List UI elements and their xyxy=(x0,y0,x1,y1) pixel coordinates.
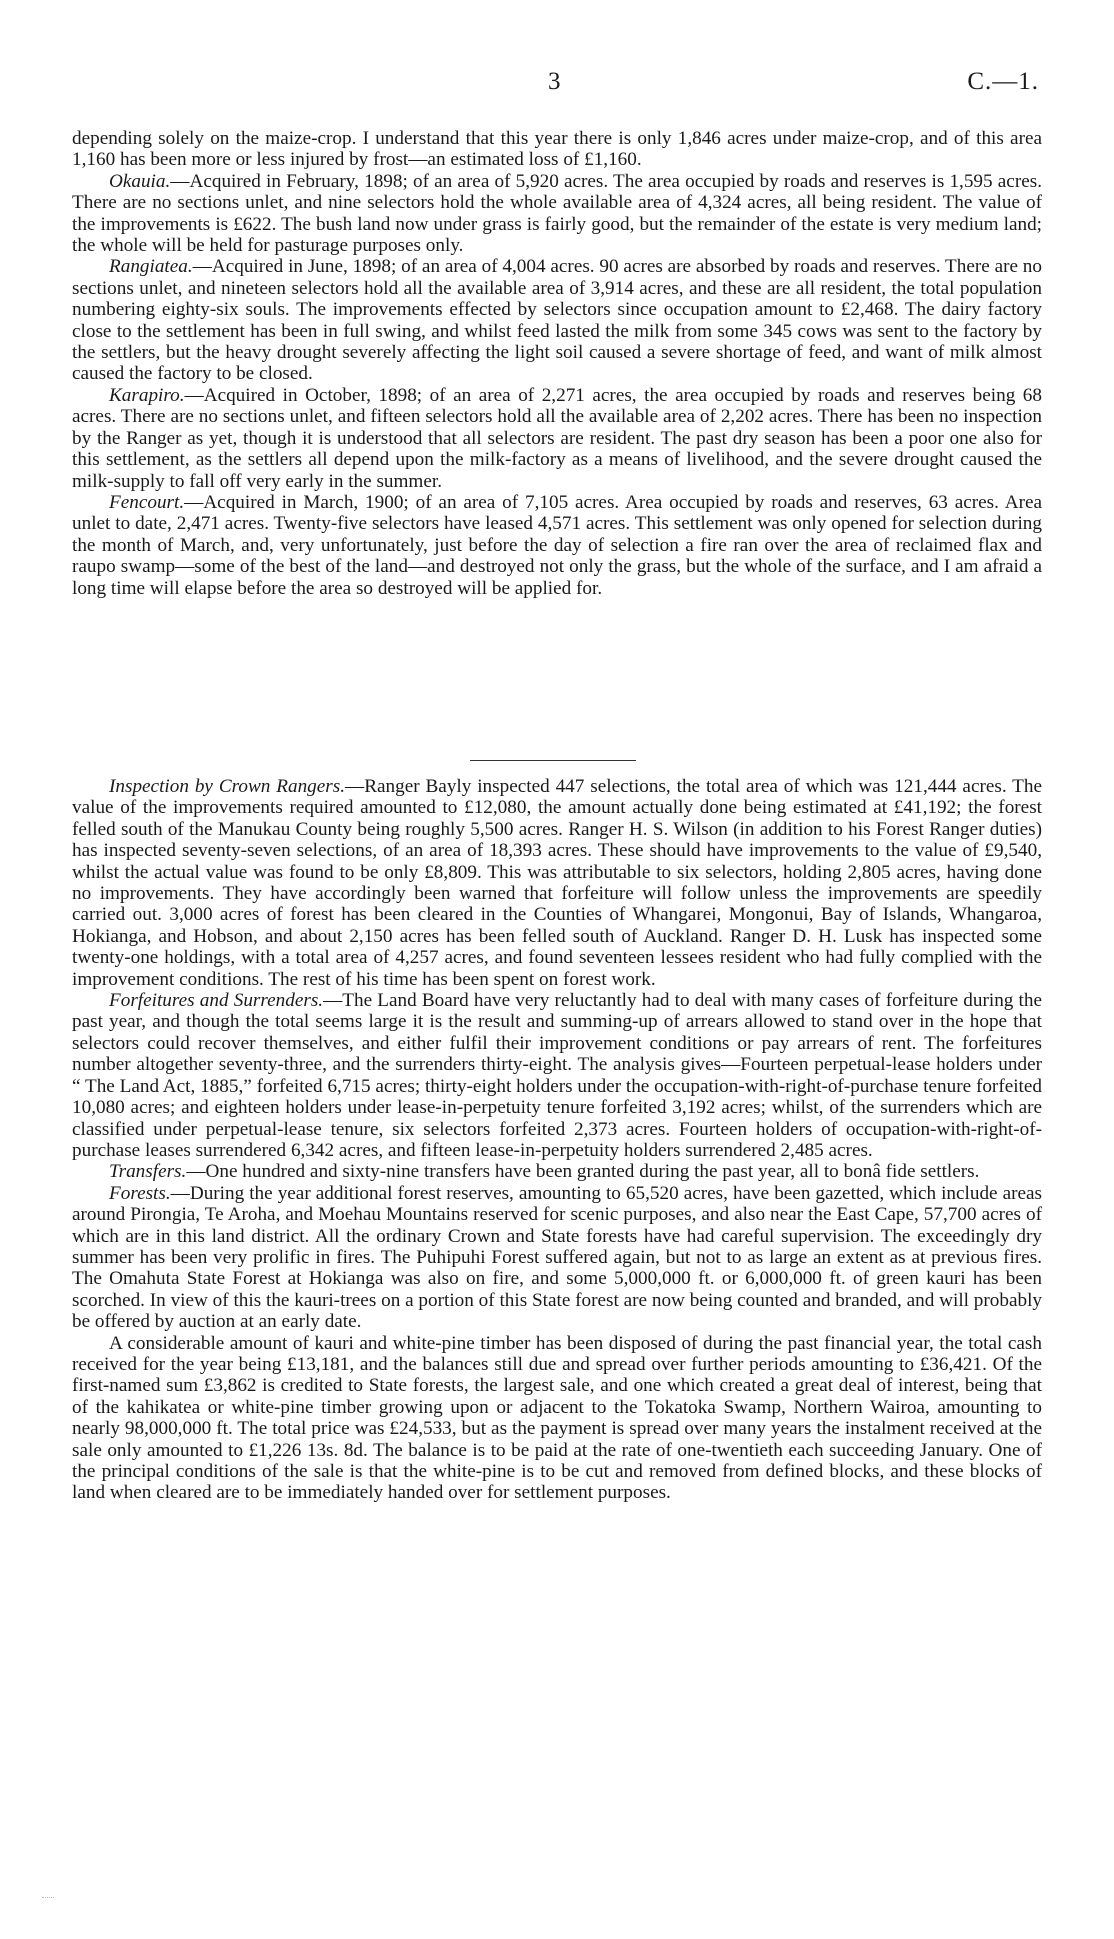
paragraph-heading: Transfers. xyxy=(109,1161,187,1183)
paragraph-text: A considerable amount of kauri and white-pine timber has been disposed of during the past financial year, the total cash received for the year being £13,181, and the balances still due and spread over further periods amounting to £36,421. Of the first-named sum £3,862 is credited to State forests, the largest sale, and one which created a great deal of interest, being that of the kahikatea or white-pine timber growing upon or adjacent to the Tokatoka Swamp, Northern Wairoa, amounting to nearly 98,000,000 ft. The total price was £24,533, but as the payment is spread over many years the instalment received at the sale only amounted to £1,226 13s. 8d. The balance is to be paid at the rate of one-twentieth each succeeding January. One of the principal conditions of the sale is that the white-pine is to be cut and removed from defined blocks, and these blocks of land when cleared are to be immediately handed over for settlement purposes. xyxy=(72,1332,1042,1504)
paragraph-rangiatea xyxy=(72,256,1042,384)
document-reference: C.—1. xyxy=(967,68,1039,95)
paragraph-text: —One hundred and sixty-nine transfers have been granted during the past year, all to bonâ fide settlers. xyxy=(186,1161,980,1183)
scan-mark xyxy=(42,1897,54,1898)
paragraph-timber-sales xyxy=(72,1333,1042,1504)
top-text-block xyxy=(72,128,1042,599)
paragraph-text: depending solely on the maize-crop. I understand that this year there is only 1,846 acres under maize-crop, and of this area 1,160 has been more or less injured by frost—an estimated loss of £1,160. xyxy=(72,128,1042,171)
paragraph-fencourt xyxy=(72,492,1042,599)
paragraph-inspection xyxy=(72,776,1042,990)
paragraph-text: —Acquired in March, 1900; of an area of 7,105 acres. Area occupied by roads and reserves, 63 acres. Area unlet to date, 2,471 acres. Twenty-five selectors have leased 4,571 acres. This settlement was only opened for selection during the month of March, and, very unfortunately, just before the day of selection a fire ran over the area of reclaimed flax and raupo swamp—some of the best of the land—and destroyed not only the grass, but the whole of the surface, and I am afraid a long time will elapse before the area so destroyed will be applied for. xyxy=(72,491,1042,599)
paragraph-text: —Acquired in June, 1898; of an area of 4,004 acres. 90 acres are absorbed by roads and reserves. There are no sections unlet, and nineteen selectors hold all the available area of 3,914 acres, and these are all resident, the total population numbering eighty-six souls. The improvements effected by selectors since occupation amount to £2,468. The dairy factory close to the settlement has been in full swing, and whilst feed lasted the milk from some 345 cows was sent to the factory by the settlers, but the heavy drought severely affecting the light soil caused a severe shortage of feed, and want of milk almost caused the factory to be closed. xyxy=(72,256,1042,385)
paragraph-text: —The Land Board have very reluctantly had to deal with many cases of forfeiture during the past year, and though the total seems large it is the result and summing-up of arrears allowed to stand over in the hope that selectors could recover themselves, and either fulfil their improvement conditions or pay arrears of rent. The forfeitures number altogether seventy-three, and the surrenders thirty-eight. The analysis gives—Fourteen perpetual-lease holders under “ The Land Act, 1885,” forfeited 6,715 acres; thirty-eight holders under the occupation-with-right-of-purchase tenure forfeited 10,080 acres; and eighteen holders under lease-in-perpetuity tenure forfeited 3,192 acres; whilst, of the surrenders which are classified under perpetual-lease tenure, six selectors forfeited 2,373 acres. Fourteen holders of occupation-with-right-of-purchase leases surrendered 6,342 acres, and fifteen lease-in-perpetuity holders surrendered 2,485 acres. xyxy=(72,990,1042,1161)
paragraph-text: —Acquired in February, 1898; of an area of 5,920 acres. The area occupied by roads and reserves is 1,595 acres. There are no sections unlet, and nine selectors hold the whole available area of 4,324 acres, all being resident. The value of the improvements is £622. The bush land now under grass is fairly good, but the remainder of the estate is very medium land; the whole will be held for pasturage purposes only. xyxy=(72,170,1042,257)
section-divider xyxy=(470,760,636,761)
paragraph-heading: Rangiatea. xyxy=(109,256,193,278)
paragraph-forests xyxy=(72,1183,1042,1333)
paragraph-heading: Okauia. xyxy=(109,170,171,192)
page-number: 3 xyxy=(548,68,562,95)
paragraph-text: —Acquired in October, 1898; of an area of 2,271 acres, the area occupied by roads and reserves being 68 acres. There are no sections unlet, and fifteen selectors hold all the available area of 2,202 acres. There has been no inspection by the Ranger as yet, though it is understood that all selectors are resident. The past dry season has been a poor one also for this settlement, as the settlers all depend upon the milk-factory as a means of livelihood, and the severe drought caused the milk-supply to fall off very early in the summer. xyxy=(72,384,1042,492)
paragraph-heading: Fencourt. xyxy=(109,491,185,513)
paragraph-okauia xyxy=(72,171,1042,257)
paragraph-heading: Inspection by Crown Rangers. xyxy=(109,776,346,797)
paragraph-text: —Ranger Bayly inspected 447 selections, the total area of which was 121,444 acres. The value of the improvements required amounted to £12,080, the amount actually done being estimated at £41,192; the forest felled south of the Manukau County being roughly 5,500 acres. Ranger H. S. Wilson (in addition to his Forest Ranger duties) has inspected seventy-seven selections, of an area of 18,393 acres. These should have improvements to the value of £9,540, whilst the actual value was found to be only £8,809. This was attributable to six selectors, holding 2,805 acres, having done no improvements. They have accordingly been warned that forfeiture will follow unless the improvements are speedily carried out. 3,000 acres of forest has been cleared in the Counties of Whangarei, Mongonui, Bay of Islands, Whangaroa, Hokianga, and Hobson, and about 2,150 acres has been felled south of Auckland. Ranger D. H. Lusk has inspected some twenty-one holdings, with a total area of 4,257 acres, and found seventeen lessees resident who had fully complied with the improvement conditions. The rest of his time has been spent on forest work. xyxy=(72,776,1043,990)
paragraph-forfeitures xyxy=(72,990,1042,1161)
paragraph-transfers xyxy=(72,1161,1042,1182)
paragraph-heading: Forfeitures and Surrenders. xyxy=(109,990,324,1012)
paragraph-maize-crop xyxy=(72,128,1042,171)
paragraph-text: —During the year additional forest reserves, amounting to 65,520 acres, have been gazetted, which include areas around Pirongia, Te Aroha, and Moehau Mountains reserved for scenic purposes, and also near the East Cape, 57,700 acres of which are in this land district. All the ordinary Crown and State forests have had careful supervision. The exceedingly dry summer has been very prolific in fires. The Puhipuhi Forest suffered again, but not to as large an extent as at previous fires. The Omahuta State Forest at Hokianga was also on fire, and some 5,000,000 ft. or 6,000,000 ft. of green kauri has been scorched. In view of this the kauri-trees on a portion of this State forest are now being counted and branded, and will probably be offered by auction at an early date. xyxy=(72,1182,1042,1333)
paragraph-heading: Forests. xyxy=(109,1182,171,1204)
bottom-text-block xyxy=(72,776,1042,1504)
paragraph-heading: Karapiro. xyxy=(109,384,185,406)
paragraph-karapiro xyxy=(72,385,1042,492)
